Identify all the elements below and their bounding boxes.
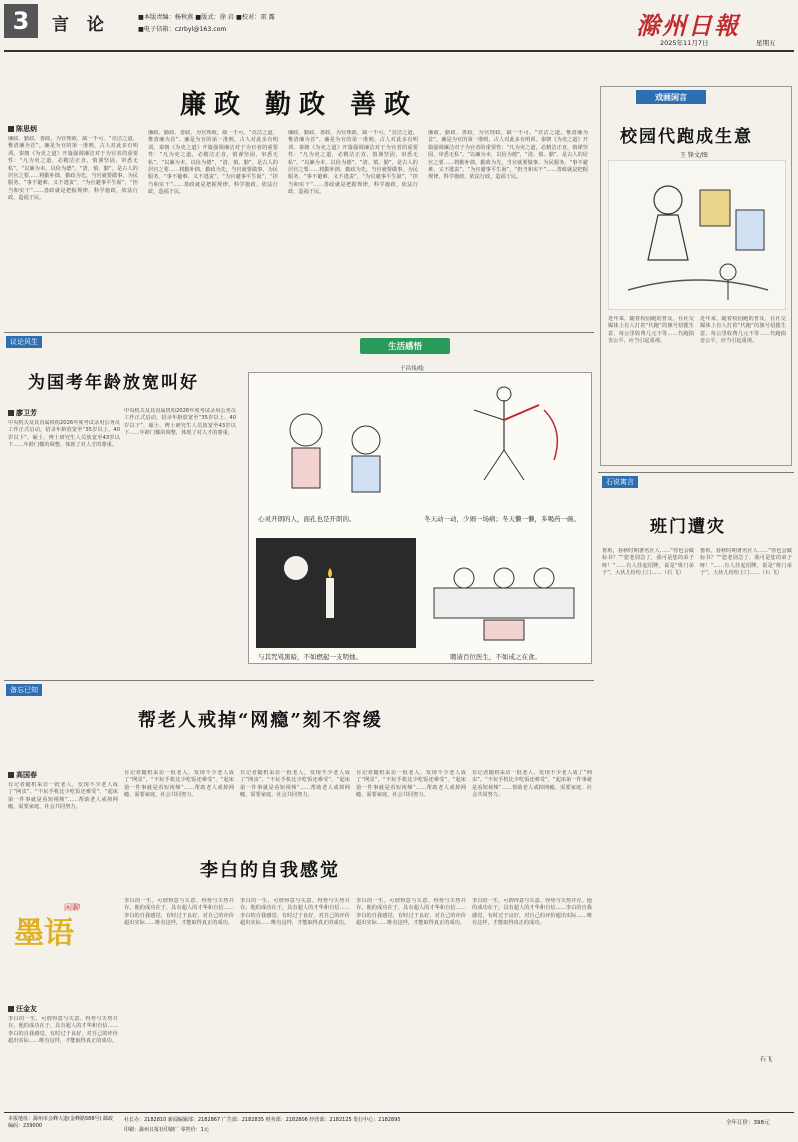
square-icon [8, 410, 14, 416]
beiwang-body-col1: 有记者随机采访一批老人，发现不少老人成了“网虫”，“不玩手机比少吃饭还难受”，“起床第一件事就是看短视频”……帮助老人戒掉网瘾，需要家庭、社会共同努力。 [8, 782, 118, 811]
footer-print: 印刷：滁州日报社印刷厂 零售价：1元 [124, 1127, 209, 1133]
shenghuo-credit: 于昌伟/绘 [400, 366, 424, 372]
beiwang-headline: 帮老人戒掉“网瘾”刻不容缓 [138, 710, 383, 731]
libai-body-col3: 李白的一生，可谓得意与失意、得势与失势并存。他的成功在于，具有超人的才华和自信……李白的自我感觉，有时过于良好，对自己的评价超出实际……唯有这样，才能取得真正的成功。 [240, 898, 350, 927]
beiwang-author: 高国春 [16, 771, 37, 779]
square-icon [8, 1006, 14, 1012]
yilun-byline [8, 408, 37, 418]
newspaper-name: 滁州日報 [636, 11, 740, 40]
beiwang-body-col5: 有记者随机采访一批老人，发现不少老人成了“网虫”，“不玩手机比少吃饭还难受”，“起床第一件事就是看短视频”……帮助老人戒掉网瘾，需要家庭、社会共同努力。 [472, 770, 592, 799]
footer-price: 全年订价：398元 [726, 1120, 770, 1126]
issue-weekday: 星期五 [756, 39, 776, 47]
issue-date: 2025年11月7日 [660, 39, 709, 47]
yilun-headline: 为国考年龄放宽叫好 [28, 373, 199, 393]
lead-body-col3: 廉政、勤政、善政，为官理政，缺一不可。“竞洁之道，惟清廉为首”。廉是为官的第一准则，古人对此多有明训。秦朝《为吏之道》开篇强调廉洁对于为官者的重要性：“凡为吏之道，必精洁正直，慎谨坚固，审悉无私”。“以廉为本，以俭为德”，“清、慎、勤”，是古人的居官之要……将勤补拙，勤政为先，当官就要做事，为民服务。“事不避难、义不逃责”，“为官避事平生耻”，“担当和实干”……善政就是把握规律，科学施政，依法行政，造福于民。 [288, 130, 418, 196]
editors-line: ■本版责编：杨秋燕 ■版式：徐 岩 ■校对：雷 露 [138, 14, 275, 21]
shenghuo-panel-1-art [256, 380, 416, 510]
libai-body-col1: 李白的一生，可谓得意与失意、得势与失势并存。他的成功在于，具有超人的才华和自信……李白的自我感觉，有时过于良好，对自己的评价超出实际……唯有这样，才能取得真正的成功。 [8, 1016, 118, 1045]
libai-body-col5: 李白的一生，可谓得意与失意、得势与失势并存。他的成功在于，具有超人的才华和自信……李白的自我感觉，有时过于良好，对自己的评价超出实际……唯有这样，才能取得真正的成功。 [472, 898, 592, 927]
moyu-logo-title: 墨语 [14, 916, 74, 951]
xiyan-body-col1: 近年来，随着校园跑的普及，在社交媒体上有人打着“代跑”的旗号招揽生意，每公里收费几元不等……代跑损害公平，应当引起重视。 [608, 316, 694, 345]
editors-email: ■电子信箱：czrbyl@163.com [138, 26, 227, 33]
shenghuo-caption-2: 冬天动一动，少闹一场病；冬天懒一懒，多喝药一碗。 [424, 515, 580, 523]
right-col-rule [598, 472, 794, 473]
beiwang-body-col4: 有记者随机采访一批老人，发现不少老人成了“网虫”，“不玩手机比少吃饭还难受”，“起床第一件事就是看短视频”……帮助老人戒掉网瘾，需要家庭、社会共同努力。 [356, 770, 466, 799]
moyu-logo [14, 902, 104, 992]
shenghuo-caption-1: 心灵开朗的人，面孔也是开朗的。 [258, 515, 356, 523]
beiwang-body-col2: 有记者随机采访一批老人，发现不少老人成了“网虫”，“不玩手机比少吃饭还难受”，“起床第一件事就是看短视频”……帮助老人戒掉网瘾，需要家庭、社会共同努力。 [124, 770, 234, 799]
libai-author: 汪金友 [16, 1005, 37, 1013]
shiyou-signature: 石飞 [760, 1056, 773, 1063]
section-name: 言 论 [52, 15, 110, 35]
square-icon [8, 772, 14, 778]
xiyan-section-tag: 戏画闲言 [636, 90, 706, 104]
lead-bottom-rule [4, 332, 594, 333]
libai-body-col2: 李白的一生，可谓得意与失意、得势与失势并存。他的成功在于，具有超人的才华和自信……李白的自我感觉，有时过于良好，对自己的评价超出实际……唯有这样，才能取得真正的成功。 [124, 898, 234, 927]
square-icon [8, 126, 14, 132]
shenghuo-caption-3: 与其咒骂黑暗，不如燃起一支明烛。 [258, 653, 362, 661]
mid-rule [4, 680, 594, 681]
shenghuo-panel-4-art [424, 538, 584, 648]
beiwang-byline [8, 770, 37, 780]
shenghuo-caption-4: 聘请百位医生，不如戒之在食。 [450, 653, 541, 661]
footer-address: 本报地址：滁州市会峰大道(金峰路588号) 邮政编码：239000 [8, 1116, 114, 1129]
beiwang-body-col3: 有记者随机采访一批老人，发现不少老人成了“网虫”，“不玩手机比少吃饭还难受”，“起床第一件事就是看短视频”……帮助老人戒掉网瘾，需要家庭、社会共同努力。 [240, 770, 350, 799]
lead-body-col1: 廉政、勤政、善政，为官理政，缺一不可。“竞洁之道，惟清廉为首”。廉是为官的第一准则，古人对此多有明训。秦朝《为吏之道》开篇强调廉洁对于为官者的重要性：“凡为吏之道，必精洁正直，慎谨坚固，审悉无私”。“以廉为本，以俭为德”，“清、慎、勤”，是古人的居官之要……将勤补拙，勤政为先，当官就要做事，为民服务。“事不避难、义不逃责”，“为官避事平生耻”，“担当和实干”……善政就是把握规律，科学施政，依法行政，造福于民。 [8, 136, 138, 202]
yilun-body-col1: 中央机关及其直属机构2026年度考试录用公务员工作正式启动，招录年龄放宽至“35岁以上、40岁以下”，硕士、博士研究生人员放宽至43岁以下……年龄门槛的调整，体现了对人才的尊重。 [8, 420, 120, 449]
lead-byline [8, 124, 37, 134]
page-number-box: 3 [4, 4, 38, 38]
libai-body-col4: 李白的一生，可谓得意与失意、得势与失势并存。他的成功在于，具有超人的才华和自信……李白的自我感觉，有时过于良好，对自己的评价超出实际……唯有这样，才能取得真正的成功。 [356, 898, 466, 927]
shenghuo-panel-3-art [256, 538, 416, 648]
xiyan-body-col2: 近年来，随着校园跑的普及，在社交媒体上有人打着“代跑”的旗号招揽生意，每公里收费几元不等……代跑损害公平，应当引起重视。 [700, 316, 786, 345]
xiyan-cartoon [608, 160, 786, 310]
shiyou-body-col2: 鲁班，春秋时期著名匠人……“你也会做标书？”“您老别急了，我可是您的弟子呀！”……有人挂起招牌，说是“班门弟子”，大伙儿纷纷上门……（石 飞） [700, 548, 792, 577]
lead-author: 陈思炳 [16, 125, 37, 133]
shiyou-section-tag: 石说寓言 [602, 476, 638, 488]
yilun-body-col2: 中央机关及其直属机构2026年度考试录用公务员工作正式启动，招录年龄放宽至“35岁以上、40岁以下”，硕士、博士研究生人员放宽至43岁以下……年龄门槛的调整，体现了对人才的尊重。 [124, 408, 236, 437]
yilun-author: 廖卫芳 [16, 409, 37, 417]
footer-rule [4, 1112, 794, 1113]
shiyou-headline: 班门遭灾 [650, 517, 726, 537]
masthead-rule [4, 50, 794, 52]
xiyan-headline: 校园代跑成生意 [620, 127, 753, 147]
beiwang-section-tag: 备忘已知 [6, 684, 42, 696]
footer-phones: 社长办：2182810 新闻编辑部：2182867 广告部：2182835 财务部：2182806 经营部：2182125 发行中心：2182895 [124, 1117, 401, 1123]
libai-byline [8, 1004, 37, 1014]
lead-body-col4: 廉政、勤政、善政，为官理政，缺一不可。“竞洁之道，惟清廉为首”。廉是为官的第一准则，古人对此多有明训。秦朝《为吏之道》开篇强调廉洁对于为官者的重要性：“凡为吏之道，必精洁正直，慎谨坚固，审悉无私”。“以廉为本，以俭为德”，“清、慎、勤”，是古人的居官之要……将勤补拙，勤政为先，当官就要做事，为民服务。“事不避难、义不逃责”，“为官避事平生耻”，“担当和实干”……善政就是把握规律，科学施政，依法行政，造福于民。 [428, 130, 588, 181]
libai-headline: 李白的自我感觉 [200, 860, 340, 881]
moyu-logo-tag: 闲聊 [64, 903, 80, 912]
xiyan-credit: 王 锋文/图 [680, 152, 708, 159]
lead-headline: 廉政 勤政 善政 [180, 90, 419, 120]
lead-body-col2: 廉政、勤政、善政，为官理政，缺一不可。“竞洁之道，惟清廉为首”。廉是为官的第一准则，古人对此多有明训。秦朝《为吏之道》开篇强调廉洁对于为官者的重要性：“凡为吏之道，必精洁正直，慎谨坚固，审悉无私”。“以廉为本，以俭为德”，“清、慎、勤”，是古人的居官之要……将勤补拙，勤政为先，当官就要做事，为民服务。“事不避难、义不逃责”，“为官避事平生耻”，“担当和实干”……善政就是把握规律，科学施政，依法行政，造福于民。 [148, 130, 278, 196]
shenghuo-section-tag: 生活感悟 [360, 338, 450, 354]
yilun-section-tag: 议论风生 [6, 336, 42, 348]
shiyou-body-col1: 鲁班，春秋时期著名匠人……“你也会做标书？”“您老别急了，我可是您的弟子呀！”……有人挂起招牌，说是“班门弟子”，大伙儿纷纷上门……（石 飞） [602, 548, 694, 577]
shenghuo-panel-2-art [424, 380, 584, 510]
